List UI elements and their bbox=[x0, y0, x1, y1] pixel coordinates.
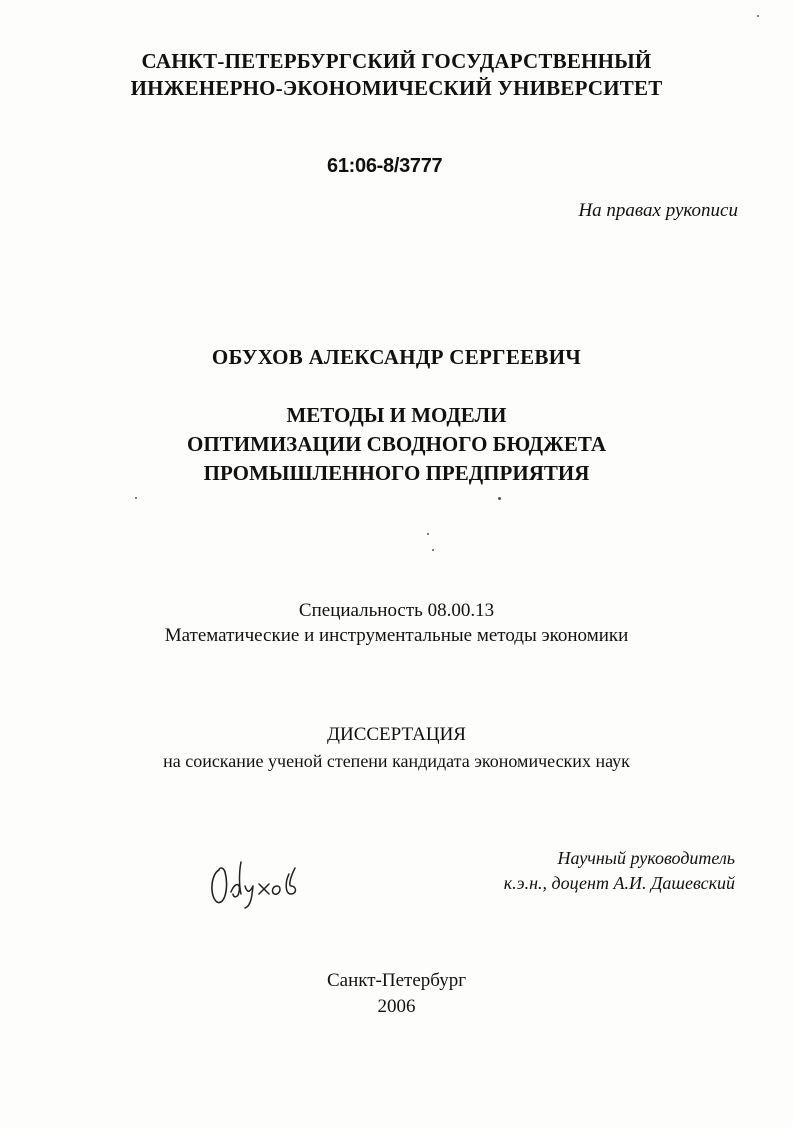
author-name: ОБУХОВ АЛЕКСАНДР СЕРГЕЕВИЧ bbox=[211, 345, 582, 369]
advisor-name: к.э.н., доцент А.И. Дашевский bbox=[503, 873, 735, 893]
dissertation-heading: ДИССЕРТАЦИЯ bbox=[327, 724, 466, 745]
place-and-year bbox=[0, 968, 793, 1020]
specialty-name: Математические и инструментальные методы экономики bbox=[164, 625, 629, 646]
university-line-2: ИНЖЕНЕРНО-ЭКОНОМИЧЕСКИЙ УНИВЕРСИТЕТ bbox=[130, 76, 663, 100]
title-line-1: МЕТОДЫ И МОДЕЛИ bbox=[286, 403, 507, 427]
scan-speck bbox=[432, 549, 434, 551]
specialty-code: Специальность 08.00.13 bbox=[298, 600, 495, 621]
library-code: 61:06-8/3777 bbox=[327, 155, 443, 177]
city: Санкт-Петербург bbox=[326, 970, 466, 991]
year: 2006 bbox=[377, 996, 416, 1017]
university-header bbox=[0, 48, 793, 102]
scan-speck bbox=[427, 533, 429, 535]
advisor-role: Научный руководитель bbox=[557, 848, 735, 868]
scan-speck bbox=[498, 497, 501, 500]
title-line-3: ПРОМЫШЛЕННОГО ПРЕДПРИЯТИЯ bbox=[203, 461, 590, 485]
degree-line: на соискание ученой степени кандидата экономических наук bbox=[163, 751, 630, 771]
dissertation-block bbox=[0, 721, 793, 775]
manuscript-rights-note: На правах рукописи bbox=[578, 200, 738, 221]
dissertation-title bbox=[0, 401, 793, 488]
author-signature bbox=[205, 852, 315, 912]
title-line-2: ОПТИМИЗАЦИИ СВОДНОГО БЮДЖЕТА bbox=[187, 432, 606, 456]
advisor-block bbox=[504, 846, 735, 896]
scan-speck bbox=[757, 15, 759, 17]
university-line-1: САНКТ-ПЕТЕРБУРГСКИЙ ГОСУДАРСТВЕННЫЙ bbox=[141, 49, 652, 73]
scan-speck bbox=[135, 497, 137, 499]
specialty-block bbox=[0, 598, 793, 648]
